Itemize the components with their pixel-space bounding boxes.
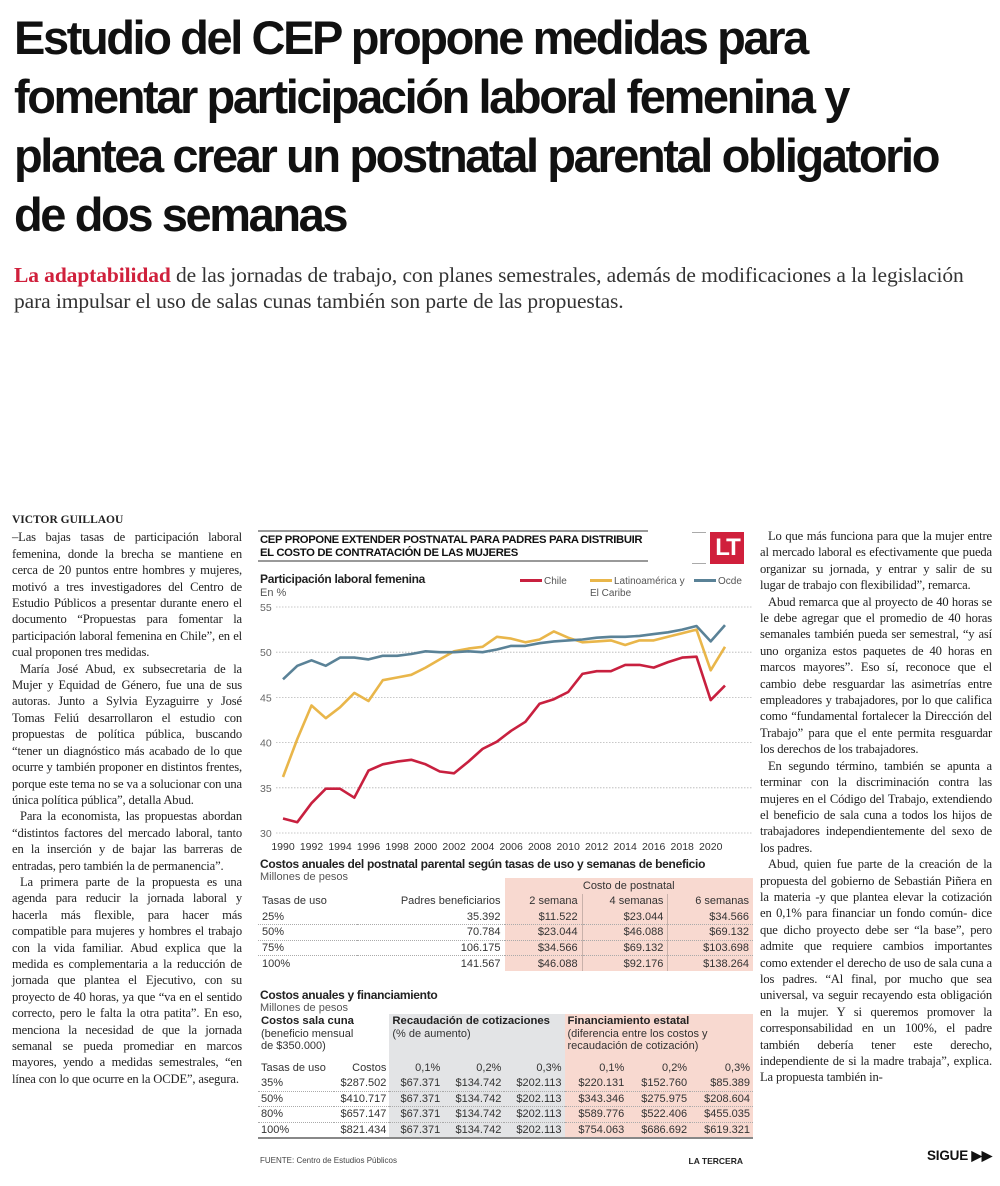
table-cell: $275.975 (627, 1091, 690, 1107)
x-tick-label: 1998 (385, 841, 409, 853)
left-column (12, 512, 242, 1087)
table-cell: $202.113 (504, 1091, 564, 1107)
deck (14, 262, 994, 314)
divider (692, 563, 706, 564)
table-cell: $754.063 (565, 1122, 628, 1138)
table-cell: $34.566 (505, 940, 583, 956)
y-tick-label: 45 (260, 692, 272, 705)
table-cell: $67.371 (389, 1091, 443, 1107)
x-tick-label: 2014 (613, 841, 637, 853)
column-header: 2 semana (505, 894, 583, 910)
column-header: 0,3% (504, 1060, 564, 1076)
table-cell: 50% (258, 925, 357, 941)
table2-title: Costos anuales y financiamiento (260, 988, 438, 1002)
y-tick-label: 55 (260, 602, 272, 614)
legend-item-ocde (694, 576, 742, 588)
paragraph: En segundo término, también se apunta a terminar con la discriminación contra las mujeres en el Código del Trabajo, extendiendo el beneficio de sala cuna a todos los hijos de trabajadores independientemente del sexo de los padres. (760, 758, 992, 855)
legend-label: Ocde (718, 576, 742, 587)
column-header: 0,2% (627, 1060, 690, 1076)
column-header: 0,3% (690, 1060, 753, 1076)
continue-link[interactable]: SIGUE ▶▶ (927, 1148, 992, 1163)
table-cell: $455.035 (690, 1107, 753, 1123)
table-cell: $46.088 (505, 956, 583, 972)
column-header: Tasas de uso (261, 1061, 326, 1074)
x-tick-label: 1996 (356, 841, 381, 853)
table-cell: $522.406 (627, 1107, 690, 1123)
chart-title: Participación laboral femenina (260, 572, 426, 586)
x-tick-label: 1992 (299, 841, 324, 853)
line-chart (258, 598, 753, 860)
column-header: 4 semanas (582, 894, 668, 910)
table-cell: $410.717 (334, 1091, 390, 1107)
table1-subtitle: Millones de pesos (260, 871, 349, 883)
x-tick-label: 1994 (328, 841, 352, 853)
right-column (760, 528, 992, 1086)
table-cell: $69.132 (582, 940, 668, 956)
table-row (258, 909, 753, 925)
table-cell: $23.044 (505, 925, 583, 941)
column-header: 0,2% (443, 1060, 504, 1076)
paragraph: La primera parte de la propuesta es una agenda para reducir la jornada laboral y hacerla más flexible, para hacer más compatible para mujeres y hombres el trabajo con la vida familiar. Abud explica que la medida es complementaria a la reducción de jornada que plantea el Ejecutivo, con su proyecto de 40 horas, ya que “va en el sentido correcto, pero le falta la otra patita”. En eso, menciona la necesidad de que la jornada semanal se pueda promediar en marcos mayores, yendo a medidas semestrales, “en línea con lo que ocurre en la OCDE”, asegura. (12, 874, 242, 1086)
table-cell: $152.760 (627, 1076, 690, 1092)
legend-swatch (694, 579, 716, 582)
x-tick-label: 2006 (499, 841, 523, 853)
table-cell: 141.567 (460, 957, 501, 970)
y-tick-label: 30 (260, 828, 272, 840)
paragraph: Lo que más funciona para que la mujer entre al mercado laboral es efectivamente que pueda organizar su jornada, y entrar y salir de su lugar de trabajo con flexibilidad”, remarca. (760, 529, 992, 593)
table-row (258, 1076, 753, 1092)
table-cell: $619.321 (690, 1122, 753, 1138)
x-tick-label: 2002 (442, 841, 466, 853)
table-cell: 75% (258, 940, 357, 956)
infographic (258, 530, 753, 1170)
table-cell: $686.692 (627, 1122, 690, 1138)
table-cell: $220.131 (565, 1076, 628, 1092)
y-tick-label: 35 (260, 782, 272, 795)
table-cell: 35% (258, 1076, 334, 1092)
table-cell: $46.088 (582, 925, 668, 941)
series-line-chile (283, 657, 725, 823)
table-row (258, 1091, 753, 1107)
series-line-latinoamérica (283, 630, 725, 777)
table-row (258, 940, 753, 956)
table-cell: 100% (262, 957, 291, 970)
table-cell: $23.044 (582, 909, 668, 925)
table-cell: $287.502 (334, 1076, 390, 1092)
group-subtitle: (beneficio mensual de $350.000) (261, 1027, 354, 1052)
table-cell: $92.176 (582, 956, 668, 972)
table-cell: $202.113 (504, 1076, 564, 1092)
brand-credit: LA TERCERA (688, 1156, 743, 1166)
table-cell: 25% (258, 909, 357, 925)
group-header-state-funding (565, 1014, 754, 1060)
group-title: Costos sala cuna (261, 1015, 354, 1027)
table-cell: $343.346 (565, 1091, 628, 1107)
deck-text: de las jornadas de trabajo, con planes semestrales, además de modificaciones a la legislación para impulsar el uso de salas cunas también son parte de las propuestas. (14, 263, 964, 313)
x-tick-label: 2016 (642, 841, 666, 853)
legend-item-chile (520, 576, 567, 588)
paragraph: María José Abud, ex subsecretaria de la Mujer y Equidad de Género, fue una de sus autoras. Junto a Sylvia Eyzaguirre y José Tomas Feliú desarrollaron el estudio con propuestas de política pública, buscando “tener un diagnóstico más acabado de lo que ocurre y también proponer en distintos frentes, porque este tema no se va a solucionar con una única política pública”, detalla Abud. (12, 661, 242, 807)
y-tick-label: 50 (260, 647, 272, 660)
paragraph: Para la economista, las propuestas abordan “distintos factores del mercado laboral, tanto en la inserción y de bajar las barreras de entradas, pero también la de permanencia”. (12, 809, 242, 873)
table-group-header: Costo de postnatal (505, 878, 754, 894)
column-header: Tasas de uso (262, 895, 327, 908)
table-cell: $67.371 (389, 1122, 443, 1138)
x-tick-label: 2018 (670, 841, 694, 853)
legend-item-latam (590, 576, 690, 600)
table2-subtitle: Millones de pesos (260, 1002, 349, 1014)
x-tick-label: 2000 (413, 841, 438, 853)
group-subtitle: (% de aumento) (392, 1027, 471, 1040)
legend-swatch (520, 579, 542, 582)
column-header: 0,1% (389, 1060, 443, 1076)
table-cell: $67.371 (389, 1076, 443, 1092)
table-cell: $11.522 (505, 909, 583, 925)
table-cell: $821.434 (334, 1122, 390, 1138)
table-cell: $138.264 (668, 956, 753, 972)
group-title: Recaudación de cotizaciones (392, 1015, 550, 1027)
column-header: Padres beneficiarios (400, 895, 501, 908)
table-cell: $103.698 (668, 940, 753, 956)
table-cell: $67.371 (389, 1107, 443, 1123)
table-cell: 106.175 (357, 940, 504, 956)
table-cell: $134.742 (443, 1122, 504, 1138)
table-cell: 70.784 (357, 925, 504, 941)
deck-lead: La adaptabilidad (14, 263, 171, 287)
table-cell: $85.389 (690, 1076, 753, 1092)
group-title: Financiamiento estatal (567, 1015, 690, 1027)
column-header: 0,1% (565, 1060, 628, 1076)
table-cell: $202.113 (504, 1122, 564, 1138)
paragraph: –Las bajas tasas de participación laboral femenina, donde la brecha se mantiene en cerca de 20 puntos entre hombres y mujeres, motivó a tres investigadores del Centro de Estudio Públicos a presentar durante enero el documento “Propuestas para fomentar la participación laboral femenina en Chile”, en el cual proponen tres medidas. (12, 530, 242, 660)
table-cell: $657.147 (334, 1107, 390, 1123)
x-tick-label: 2010 (556, 841, 580, 853)
column-header: Costos (352, 1061, 387, 1074)
headline: Estudio del CEP propone medidas para fomentar participación laboral femenina y plantea crear un postnatal parental obligatorio de dos semanas (14, 11, 939, 241)
table-cell: $589.776 (565, 1107, 628, 1123)
byline: VICTOR GUILLAOU (12, 514, 124, 526)
legend-label: Chile (544, 576, 567, 587)
paragraph: Abud remarca que al proyecto de 40 horas se le debe agregar que el promedio de 40 horas semanales también pueda ser semestral, “y así uno organiza estos paquetes de 40 horas en marcos mayores”. Eso sí, reconoce que el cambio debe resguardar las asimetrías entre empleadores y trabajadores, por lo que califica como “fundamental fortalecer la Dirección del Trabajo” para que el ente permita resguardar los derechos de los trabajadores. (760, 594, 992, 757)
table-cell: $134.742 (443, 1091, 504, 1107)
infographic-title: CEP PROPONE EXTENDER POSTNATAL PARA PADRES PARA DISTRIBUIR EL COSTO DE CONTRATACIÓN DE LAS MUJERES (260, 534, 643, 559)
table-cell: $69.132 (668, 925, 753, 941)
paragraph: Abud, quien fue parte de la creación de la propuesta del gobierno de Sebastián Piñera en la materia -y que plantea elevar la cotización en 0,1% para financiar un fondo común- dice que dicho proyecto debe ser “la base”, pero admite que requiere cambios importantes como extender el derecho de uso de sala cuna a los padres. “Al final, por mucho que sea universal, va seguir recayendo esta obligación en la mujer. Y si queremos promover la corresponsabilidad en un 100%, el padre también debería tener este derecho, independiente de si la madre trabaja”, explica. La propuesta también in- (760, 857, 992, 1085)
x-tick-label: 1990 (271, 841, 295, 853)
y-tick-label: 40 (260, 737, 272, 750)
table-cell: $202.113 (504, 1107, 564, 1123)
group-subtitle: (diferencia entre los costos y recaudación de cotización) (567, 1027, 708, 1052)
column-header: 6 semanas (668, 894, 753, 910)
table-cell: 50% (258, 1091, 334, 1107)
table-row (258, 956, 753, 972)
table-row (258, 1107, 753, 1123)
table-cell: $134.742 (443, 1076, 504, 1092)
table-cell: $134.742 (443, 1107, 504, 1123)
chart-subtitle: En % (260, 587, 287, 599)
financing-table (258, 1014, 753, 1139)
infographic-title-box (258, 530, 648, 562)
table-row (258, 1122, 753, 1138)
table-cell: 100% (258, 1122, 334, 1138)
source-note: FUENTE: Centro de Estudios Públicos (260, 1156, 397, 1165)
table-row (258, 925, 753, 941)
x-tick-label: 2012 (584, 841, 609, 853)
postnatal-cost-table (258, 878, 753, 971)
table1-title: Costos anuales del postnatal parental según tasas de uso y semanas de beneficio (260, 857, 706, 871)
divider (692, 532, 706, 533)
x-tick-label: 2020 (699, 841, 723, 853)
table-cell: $34.566 (668, 909, 753, 925)
group-header-costs (258, 1014, 389, 1060)
x-tick-label: 2008 (527, 841, 552, 853)
table-cell: 80% (258, 1107, 334, 1123)
legend-swatch (590, 579, 612, 582)
legend-label: Latinoamérica y El Caribe (590, 576, 685, 599)
group-header-contributions (389, 1014, 564, 1060)
x-tick-label: 2004 (470, 841, 495, 853)
table-cell: $208.604 (690, 1091, 753, 1107)
table-cell: 35.392 (357, 909, 504, 925)
la-tercera-logo: LT (710, 532, 744, 564)
